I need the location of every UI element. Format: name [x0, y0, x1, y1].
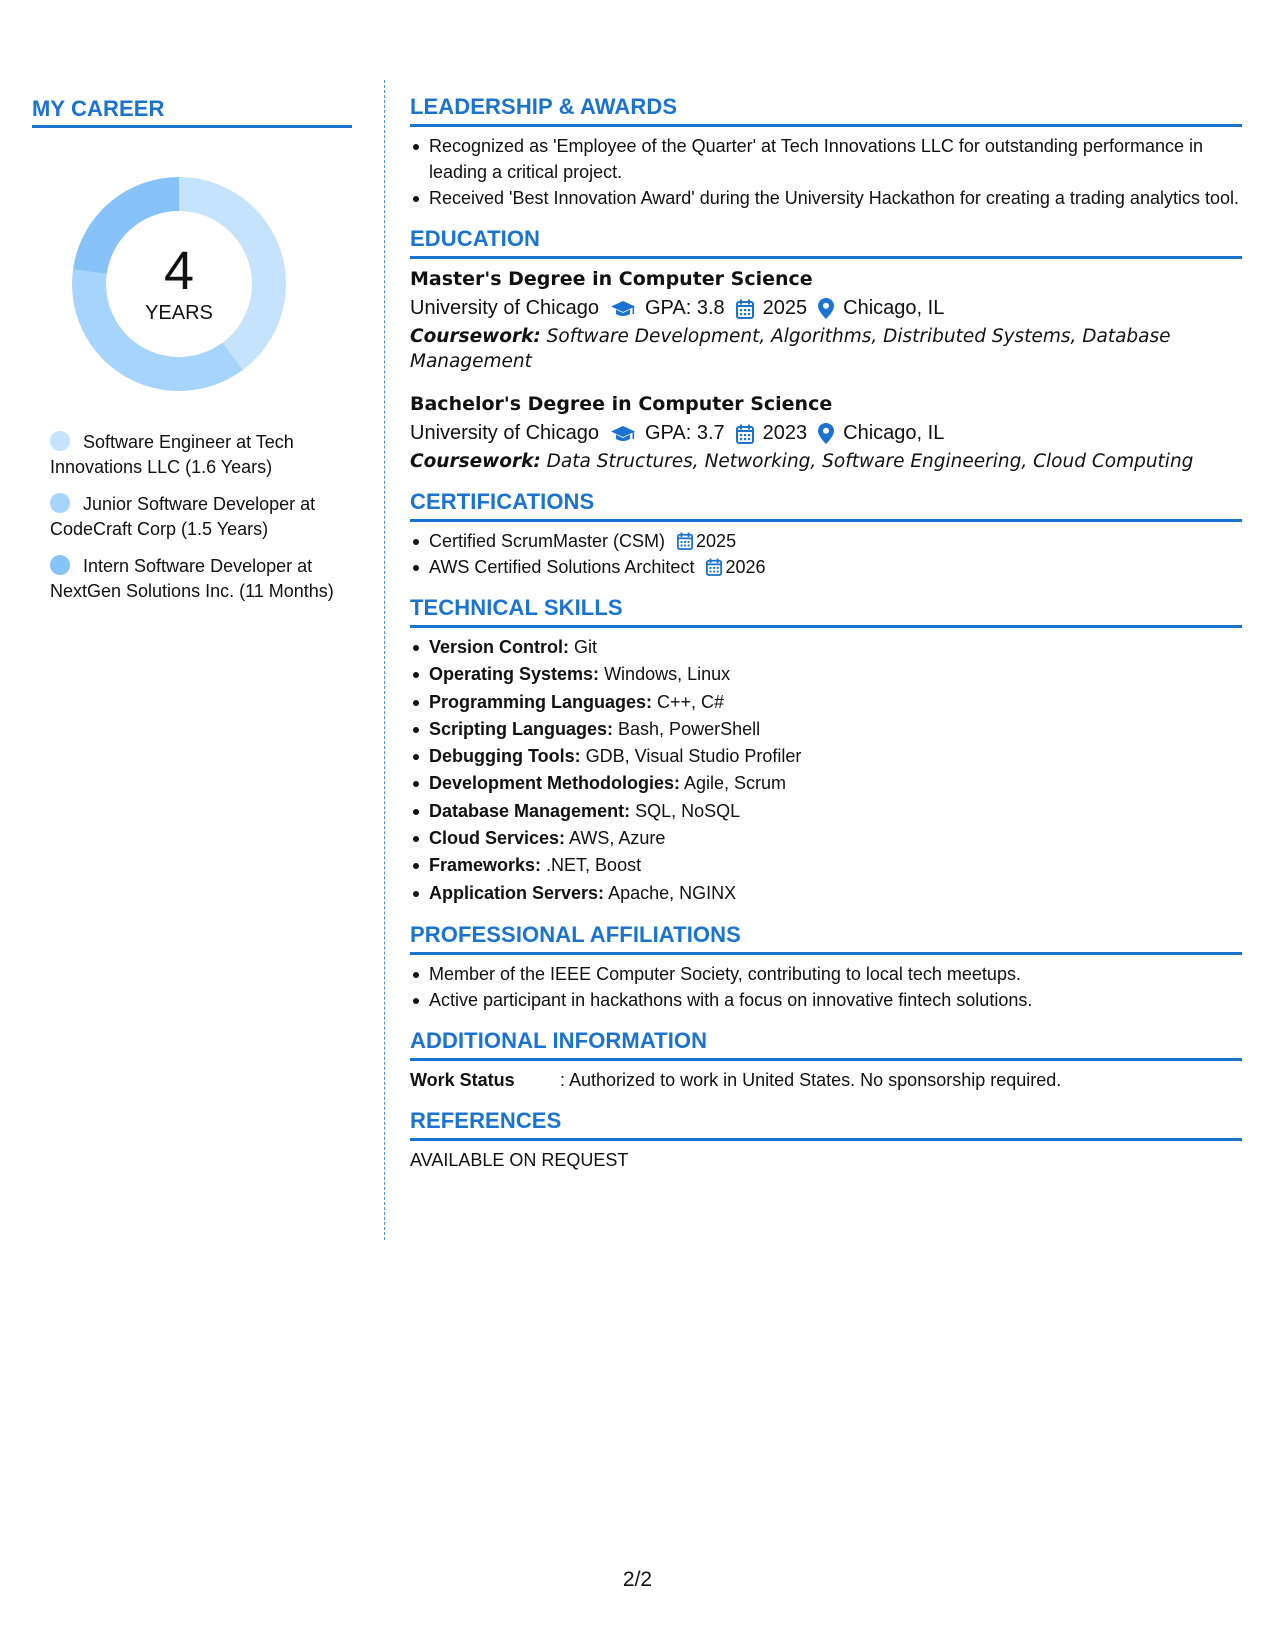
legend-item — [50, 554, 352, 604]
calendar-icon — [706, 558, 722, 576]
skill-label: Programming Languages: — [429, 691, 653, 712]
certifications-title: CERTIFICATIONS — [410, 489, 1242, 522]
affiliations-list — [410, 961, 1242, 1013]
leadership-title: LEADERSHIP & AWARDS — [410, 94, 1242, 127]
work-status-value: : Authorized to work in United States. No sponsorship required. — [560, 1069, 1062, 1090]
list-item: Member of the IEEE Computer Society, contributing to local tech meetups. — [429, 961, 1242, 987]
education-entry — [410, 265, 1242, 374]
graduation-year: 2025 — [762, 297, 808, 319]
location-pin-icon — [818, 298, 834, 319]
total-years-unit: YEARS — [145, 302, 213, 324]
school-name: University of Chicago — [410, 297, 599, 319]
total-years-number: 4 — [163, 241, 195, 301]
graduation-cap-icon — [610, 299, 636, 319]
list-item — [429, 798, 1242, 825]
additional-info-section — [410, 1028, 1242, 1093]
list-item — [429, 716, 1242, 743]
main-column — [410, 94, 1242, 1188]
skill-label: Version Control: — [429, 637, 570, 657]
coursework-label: Coursework: — [410, 451, 541, 472]
leadership-section — [410, 94, 1242, 211]
list-item — [429, 661, 1242, 688]
additional-info-title: ADDITIONAL INFORMATION — [410, 1028, 1242, 1061]
work-status-row — [410, 1067, 1242, 1093]
column-divider — [384, 80, 385, 1240]
certifications-list — [410, 528, 1242, 580]
location-pin-icon — [818, 423, 834, 444]
legend-label: Software Engineer at Tech Innovations LLC (1.6 Years) — [50, 432, 294, 477]
certification-name: Certified ScrumMaster (CSM) — [429, 531, 666, 551]
calendar-icon — [736, 299, 754, 319]
list-item — [429, 528, 1242, 554]
skill-value: AWS, Azure — [565, 828, 666, 849]
skills-title: TECHNICAL SKILLS — [410, 595, 1242, 628]
career-donut-chart — [66, 171, 292, 397]
calendar-icon — [677, 532, 693, 550]
skill-label: Scripting Languages: — [429, 718, 614, 739]
skill-label: Database Management: — [429, 800, 631, 821]
page-number: 2/2 — [622, 1568, 653, 1591]
leadership-list — [410, 133, 1242, 211]
education-entry — [410, 390, 1242, 474]
list-item — [429, 634, 1242, 661]
donut-center — [66, 171, 292, 397]
skill-value: Bash, PowerShell — [613, 718, 761, 739]
career-legend — [32, 430, 352, 604]
certification-name: AWS Certified Solutions Architect — [429, 557, 695, 577]
list-item — [429, 825, 1242, 852]
list-item — [429, 743, 1242, 770]
legend-dot — [50, 431, 70, 451]
skill-value: SQL, NoSQL — [630, 800, 741, 821]
skills-section — [410, 595, 1242, 907]
list-item — [429, 880, 1242, 907]
work-status-label: Work Status — [410, 1069, 515, 1090]
skill-label: Application Servers: — [429, 882, 605, 903]
skill-value: Apache, NGINX — [604, 882, 737, 903]
education-section — [410, 226, 1242, 474]
skills-list — [410, 634, 1242, 907]
career-title: MY CAREER — [32, 96, 352, 128]
degree-title: Bachelor's Degree in Computer Science — [410, 393, 833, 415]
legend-dot — [50, 493, 70, 513]
skill-value: Windows, Linux — [599, 664, 731, 685]
list-item: Recognized as 'Employee of the Quarter' at Tech Innovations LLC for outstanding performance in leading a critical project. — [429, 133, 1242, 185]
list-item: Active participant in hackathons with a focus on innovative fintech solutions. — [429, 987, 1242, 1013]
legend-label: Intern Software Developer at NextGen Solutions Inc. (11 Months) — [50, 556, 334, 601]
legend-item — [50, 492, 352, 542]
career-panel — [32, 96, 352, 616]
list-item — [429, 689, 1242, 716]
education-details — [410, 418, 1242, 449]
skill-value: Git — [569, 637, 598, 657]
list-item: Received 'Best Innovation Award' during the University Hackathon for creating a trading analytics tool. — [429, 185, 1242, 211]
legend-item — [50, 430, 352, 480]
legend-label: Junior Software Developer at CodeCraft Corp (1.5 Years) — [50, 494, 316, 539]
skill-label: Frameworks: — [429, 855, 542, 876]
legend-dot — [50, 555, 70, 575]
affiliations-title: PROFESSIONAL AFFILIATIONS — [410, 922, 1242, 955]
skill-value: GDB, Visual Studio Profiler — [580, 746, 802, 767]
references-title: REFERENCES — [410, 1108, 1242, 1141]
certification-year: 2025 — [696, 531, 737, 551]
gpa-value: GPA: 3.8 — [644, 297, 725, 319]
calendar-icon — [736, 424, 754, 444]
list-item — [429, 770, 1242, 797]
graduation-cap-icon — [610, 424, 636, 444]
degree-title: Master's Degree in Computer Science — [410, 268, 813, 290]
skill-label: Operating Systems: — [429, 664, 600, 685]
education-details — [410, 293, 1242, 324]
affiliations-section — [410, 922, 1242, 1013]
coursework-text: Data Structures, Networking, Software Engineering, Cloud Computing — [540, 451, 1194, 472]
school-location: Chicago, IL — [843, 422, 945, 444]
skill-value: .NET, Boost — [541, 855, 642, 876]
gpa-value: GPA: 3.7 — [644, 422, 725, 444]
coursework — [410, 324, 1242, 374]
list-item — [429, 554, 1242, 580]
graduation-year: 2023 — [762, 422, 808, 444]
skill-label: Cloud Services: — [429, 828, 566, 849]
list-item — [429, 852, 1242, 879]
school-name: University of Chicago — [410, 422, 599, 444]
certification-year: 2026 — [725, 557, 766, 577]
references-section — [410, 1108, 1242, 1173]
skill-label: Development Methodologies: — [429, 773, 681, 794]
references-text: AVAILABLE ON REQUEST — [410, 1149, 629, 1170]
skill-value: C++, C# — [652, 691, 725, 712]
skill-label: Debugging Tools: — [429, 746, 581, 767]
education-title: EDUCATION — [410, 226, 1242, 259]
school-location: Chicago, IL — [843, 297, 945, 319]
skill-value: Agile, Scrum — [680, 773, 787, 794]
certifications-section — [410, 489, 1242, 580]
coursework-text: Software Development, Algorithms, Distributed Systems, Database Management — [410, 326, 1171, 372]
coursework — [410, 449, 1242, 474]
coursework-label: Coursework: — [410, 326, 541, 347]
